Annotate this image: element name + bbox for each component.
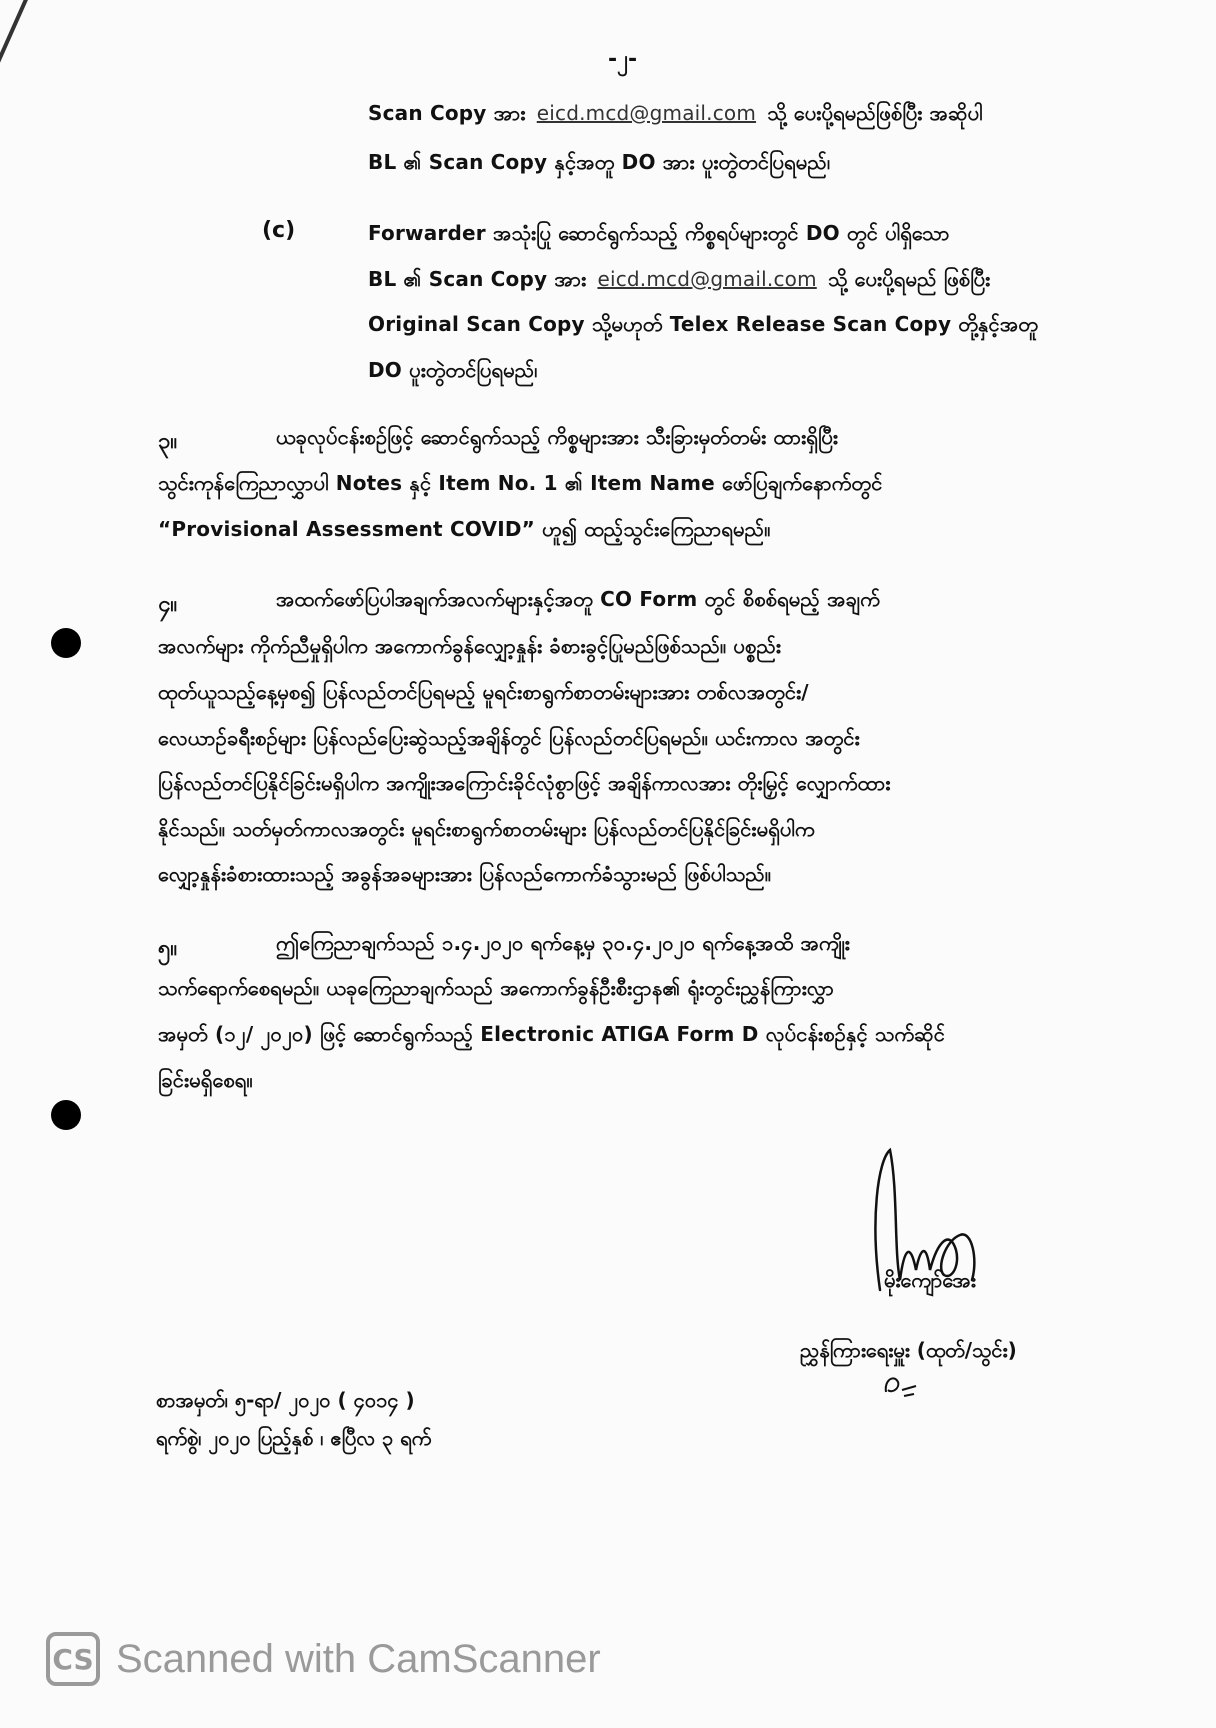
scan-edge-line	[0, 0, 32, 193]
email-link[interactable]: eicd.mcd@gmail.com	[536, 101, 757, 125]
para-c-line-3: Original Scan Copy သို့မဟုတ် Telex Release Scan Copy တို့နှင့်အတူ	[368, 312, 1039, 336]
para-b-line-1	[368, 100, 983, 130]
page-number: -၂-	[608, 47, 638, 72]
para-5-line-2: သက်ရောက်စေရမည်။ ယခုကြေညာချက်သည် အကောက်ခွန်ဦးစီးဌာန၏ ရုံးတွင်းညွှန်ကြားလွှာ	[158, 976, 835, 1000]
para-5-line-3: အမှတ် (၁၂/ ၂၀၂၀) ဖြင့် ဆောင်ရွက်သည့် Electronic ATIGA Form D လုပ်ငန်းစဉ်နှင့် သက်ဆိုင်	[158, 1022, 946, 1046]
para-3-line-2: သွင်းကုန်ကြေညာလွှာပါ Notes နှင့် Item No. 1 ၏ Item Name ဖော်ပြချက်နောက်တွင်	[158, 471, 883, 495]
para-c-line-2-b: သို့ ပေးပို့ရမည် ဖြစ်ပြီး	[827, 267, 991, 291]
para-b-line-1-b: သို့ ပေးပို့ရမည်ဖြစ်ပြီး အဆိုပါ	[767, 101, 983, 125]
watermark-text: Scanned with CamScanner	[116, 1636, 601, 1681]
para-c-line-4: DO ပူးတွဲတင်ပြရမည်၊	[368, 358, 538, 382]
punch-hole-2	[51, 1100, 81, 1130]
para-4-label: ၄။	[158, 592, 178, 617]
para-3-line-3: “Provisional Assessment COVID” ဟူ၍ ထည့်သွင်းကြေညာရမည်။	[158, 517, 771, 541]
para-5-line-4: ခြင်းမရှိစေရ။	[158, 1068, 253, 1092]
para-4-line-2: အလက်များ ကိုက်ညီမှုရှိပါက အကောက်ခွန်လျှော့နှုန်း ခံစားခွင့်ပြုမည်ဖြစ်သည်။ ပစ္စည်း	[158, 634, 782, 658]
para-c-line-1: Forwarder အသုံးပြု ဆောင်ရွက်သည့် ကိစ္စရပ်များတွင် DO တွင် ပါရှိသော	[368, 221, 950, 245]
signatory-name: မိုးကျော်အေး	[884, 1268, 976, 1292]
punch-hole-1	[51, 628, 81, 658]
email-link[interactable]: eicd.mcd@gmail.com	[597, 267, 817, 291]
para-b-line-1-a: Scan Copy အား	[368, 101, 526, 125]
para-4-line-3: ထုတ်ယူသည့်နေ့မှစ၍ ပြန်လည်တင်ပြရမည့် မူရင်းစာရွက်စာတမ်းများအား တစ်လအတွင်း/	[158, 680, 809, 704]
reference-date: ရက်စွဲ၊ ၂၀၂၀ ပြည့်နှစ် ၊ ဧပြီလ ၃ ရက်	[156, 1426, 432, 1450]
para-5-label: ၅။	[158, 936, 178, 961]
para-b-line-2: BL ၏ Scan Copy နှင့်အတူ DO အား ပူးတွဲတင်ပြရမည်၊	[368, 150, 831, 174]
para-4-line-7: လျှော့နှုန်းခံစားထားသည့် အခွန်အခများအား ပြန်လည်ကောက်ခံသွားမည် ဖြစ်ပါသည်။	[158, 862, 772, 886]
reference-number: စာအမှတ်၊ ၅-ရာ/ ၂၀၂၀ ( ၄၀၁၄ )	[156, 1388, 415, 1412]
para-4-line-4: လေယာဉ်ခရီးစဉ်များ ပြန်လည်ပြေးဆွဲသည့်အချိန်တွင် ပြန်လည်တင်ပြရမည်။ ယင်းကာလ အတွင်း	[158, 726, 860, 750]
camscanner-watermark	[46, 1632, 601, 1686]
para-3-line-1: ယခုလုပ်ငန်းစဉ်ဖြင့် ဆောင်ရွက်သည့် ကိစ္စများအား သီးခြားမှတ်တမ်း ထားရှိပြီး	[276, 425, 839, 449]
para-4-line-6: နိုင်သည်။ သတ်မှတ်ကာလအတွင်း မူရင်းစာရွက်စာတမ်းများ ပြန်လည်တင်ပြနိုင်ခြင်းမရှိပါက	[158, 817, 815, 841]
para-4-line-1: အထက်ဖော်ပြပါအချက်အလက်များနှင့်အတူ CO Form တွင် စိစစ်ရမည့် အချက်	[276, 587, 881, 611]
para-4-line-5: ပြန်လည်တင်ပြနိုင်ခြင်းမရှိပါက အကျိုးအကြောင်းခိုင်လုံစွာဖြင့် အချိန်ကာလအား တိုးမြှင့် လျှောက်ထား	[158, 771, 891, 795]
para-3-label: ၃။	[158, 429, 178, 454]
para-5-line-1: ဤကြေညာချက်သည် ၁.၄.၂၀၂၀ ရက်နေ့မှ ၃၀.၄.၂၀၂၀ ရက်နေ့အထိ အကျိုး	[276, 931, 850, 955]
para-c-label: (c)	[262, 218, 296, 243]
initials-mark	[880, 1370, 920, 1400]
para-c-line-2	[368, 266, 990, 296]
camscanner-logo-icon: CS	[46, 1632, 100, 1686]
para-c-line-2-a: BL ၏ Scan Copy အား	[368, 267, 587, 291]
signatory-title: ညွှန်ကြားရေးမှူး (ထုတ်/သွင်း)	[800, 1338, 1017, 1362]
